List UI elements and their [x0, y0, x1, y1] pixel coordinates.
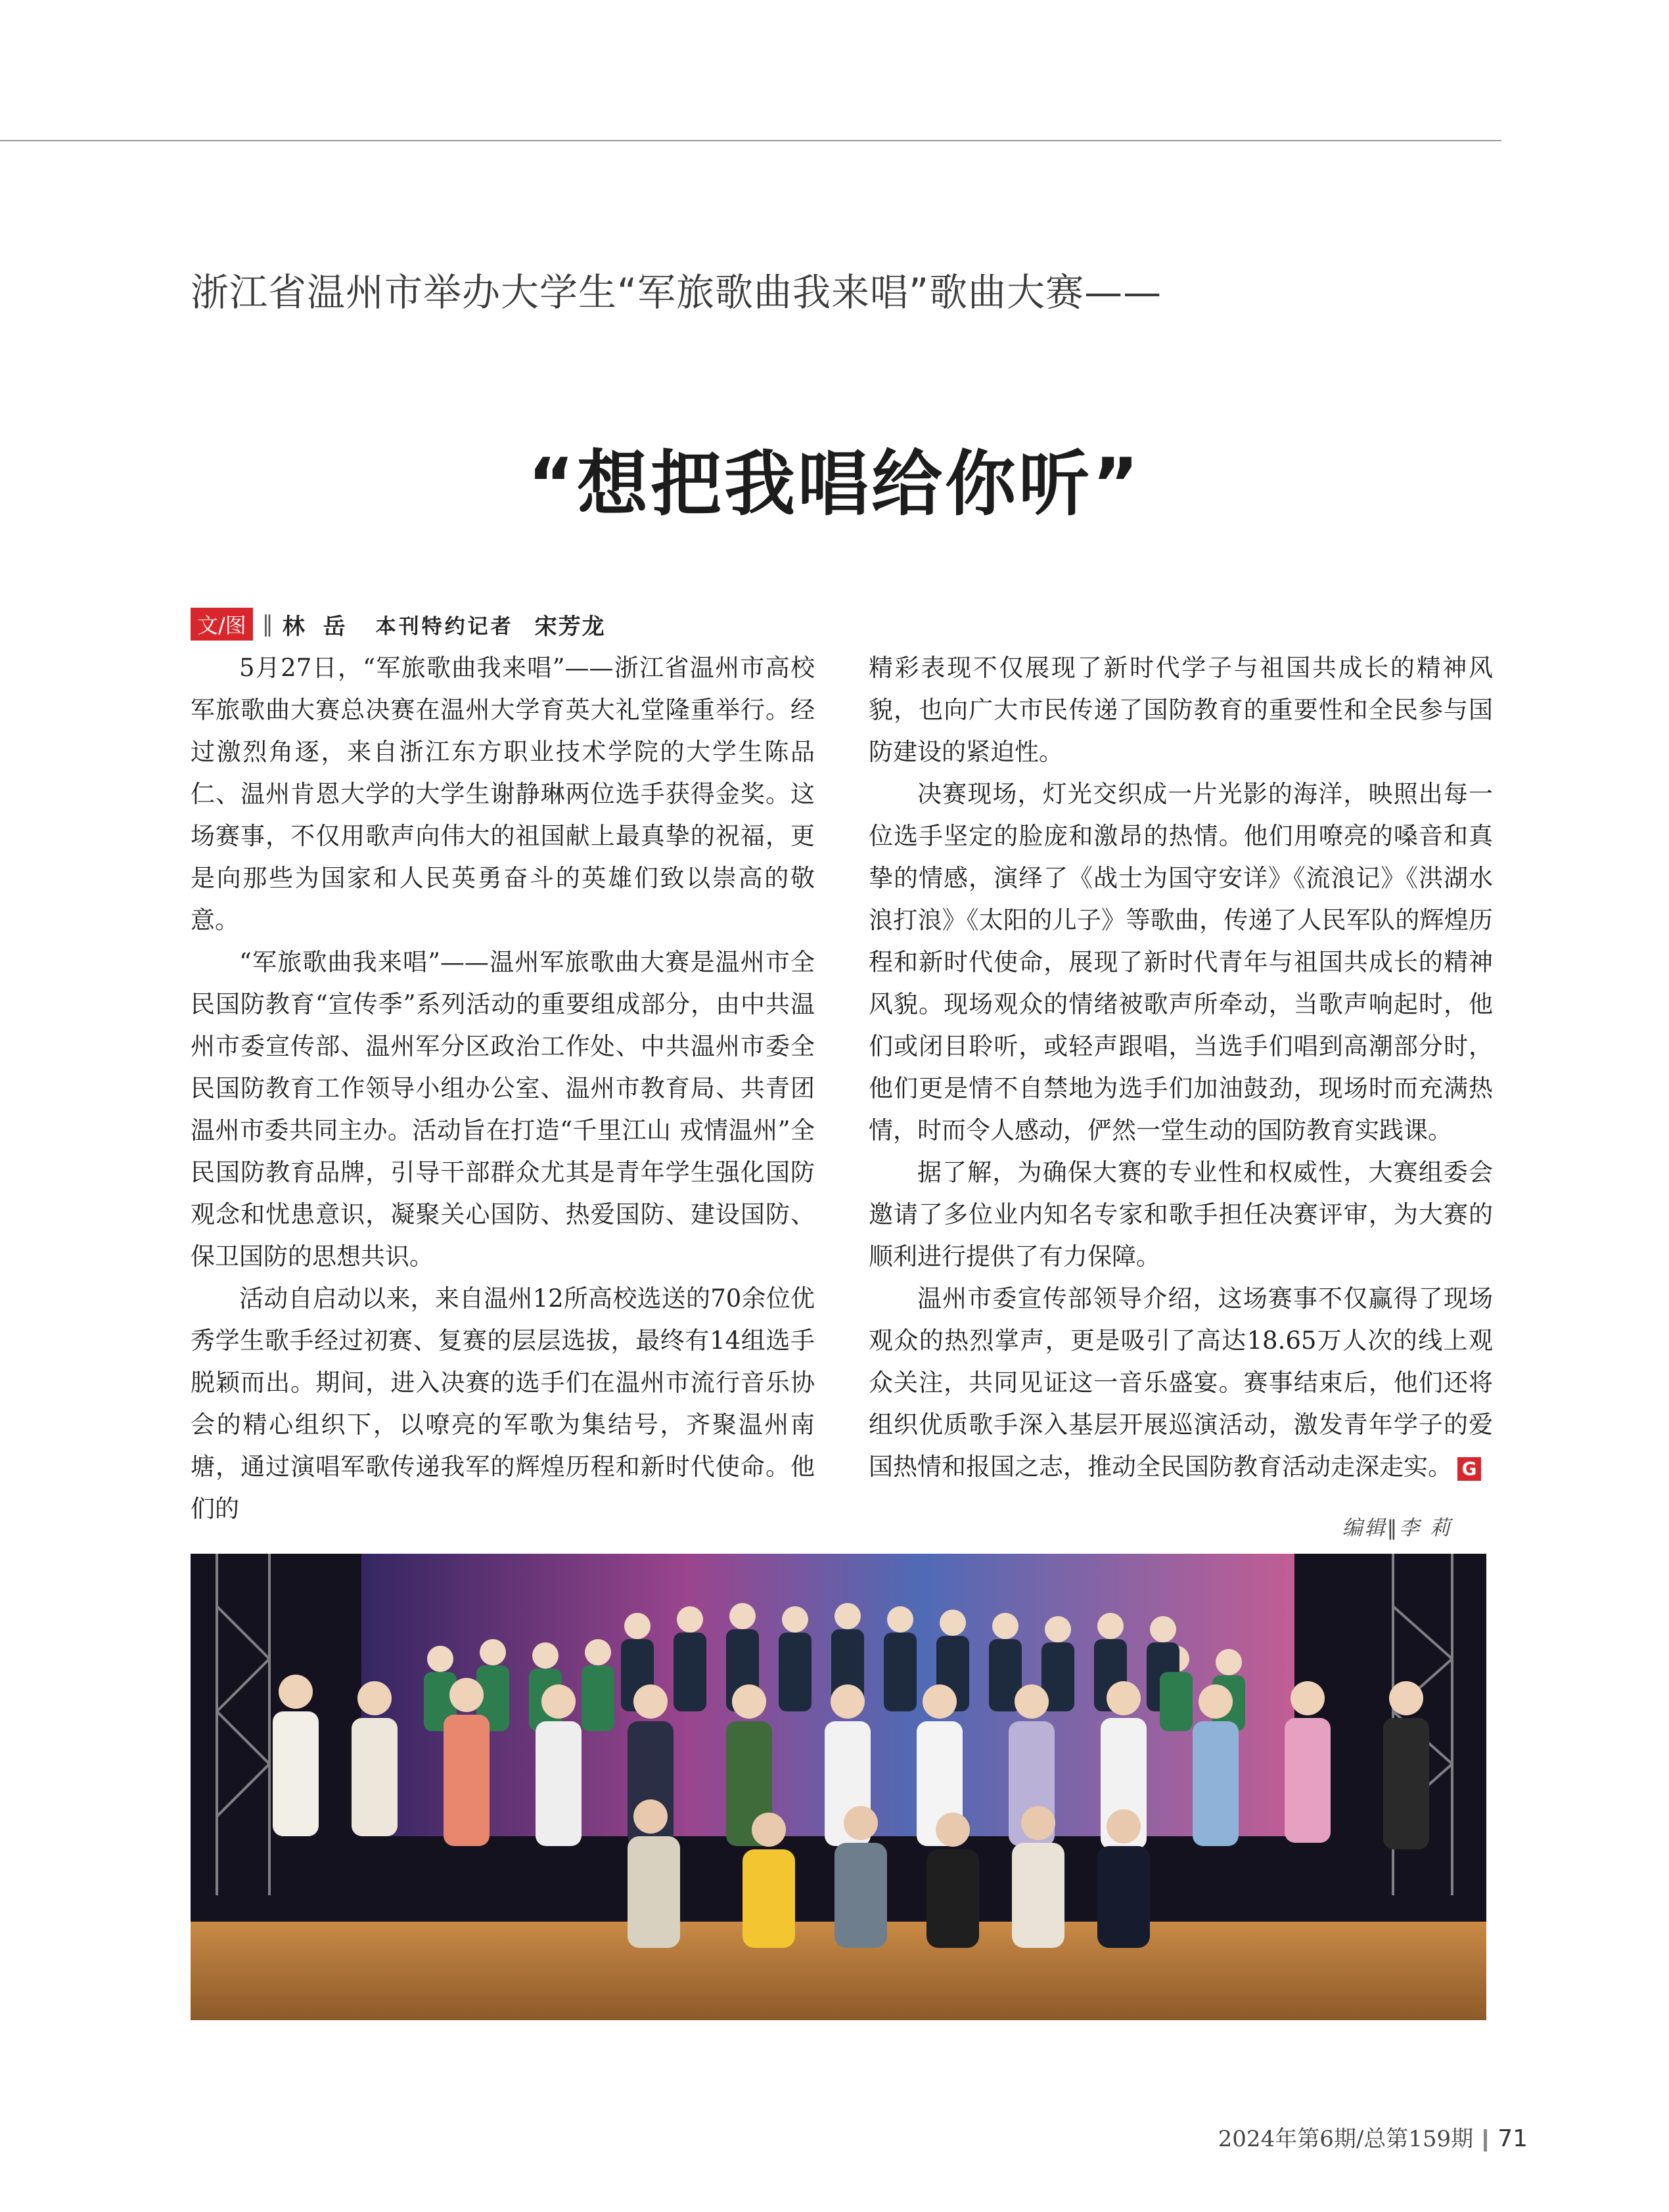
body-paragraph-text: 温州市委宣传部领导介绍，这场赛事不仅赢得了现场观众的热烈掌声，更是吸引了高达18.65万人次的线上观众关注，共同见证这一音乐盛宴。赛事结束后，他们还将组织优质歌手深入基层开展巡演活动，激发青年学子的爱国热情和报国之志，推动全民国防教育活动走深走实。: [869, 1284, 1493, 1481]
byline-author-2: 宋芳龙: [534, 613, 606, 640]
body-paragraph: “军旅歌曲我来唱”——温州军旅歌曲大赛是温州市全民国防教育“宣传季”系列活动的重要组成部分，由中共温州市委宣传部、温州军分区政治工作处、中共温州市委全民国防教育工作领导小组办公室、温州市教育局、共青团温州市委共同主办。活动旨在打造“千里江山 戎情温州”全民国防教育品牌，引导干部群众尤其是青年学生强化国防观念和忧患意识，凝聚关心国防、热爱国防、建设国防、保卫国防的思想共识。: [191, 948, 815, 1271]
article-kicker: 浙江省温州市举办大学生“军旅歌曲我来唱”歌曲大赛——: [191, 270, 1162, 315]
page-number: 71: [1498, 2125, 1528, 2152]
header-rule: [0, 140, 1501, 141]
group-photo: [191, 1554, 1486, 2020]
body-paragraph: 据了解，为确保大赛的专业性和权威性，大赛组委会邀请了多位业内知名专家和歌手担任决赛评审，为大赛的顺利进行提供了有力保障。: [869, 1158, 1493, 1271]
body-paragraph-continued: 精彩表现不仅展现了新时代学子与祖国共成长的精神风貌，也向广大市民传递了国防教育的重要性和全民参与国防建设的紧迫性。: [869, 654, 1493, 766]
footer-divider: [1484, 2129, 1487, 2152]
right-column: [869, 647, 1493, 1488]
editor-credit: 编辑‖李 莉: [1342, 1516, 1452, 1540]
byline-tag: 文/图: [191, 608, 253, 641]
body-paragraph: 活动自启动以来，来自温州12所高校选送的70余位优秀学生歌手经过初赛、复赛的层层选拔，最终有14组选手脱颖而出。期间，进入决赛的选手们在温州市流行音乐协会的精心组织下，以嘹亮的军歌为集结号，齐聚温州南塘，通过演唱军歌传递我军的辉煌历程和新时代使命。他们的: [191, 1284, 815, 1523]
byline: [191, 608, 606, 641]
article-title: “想把我唱给你听”: [528, 443, 1141, 526]
end-mark-icon: G: [1457, 1457, 1481, 1481]
byline-separator: ‖: [262, 611, 273, 637]
group-photo-illustration: [191, 1554, 1486, 2020]
issue-info: 2024年第6期/总第159期: [1218, 2126, 1474, 2152]
body-paragraph: 5月27日，“军旅歌曲我来唱”——浙江省温州市高校军旅歌曲大赛总决赛在温州大学育英大礼堂隆重举行。经过激烈角逐，来自浙江东方职业技术学院的大学生陈品仁、温州肯恩大学的大学生谢静琳两位选手获得金奖。这场赛事，不仅用歌声向伟大的祖国献上最真挚的祝福，更是向那些为国家和人民英勇奋斗的英雄们致以崇高的敬意。: [191, 654, 815, 934]
byline-author: 林 岳: [282, 613, 351, 640]
body-paragraph-last: [869, 1278, 1493, 1488]
byline-role: 本刊特约记者: [375, 614, 514, 639]
left-column: [191, 647, 815, 1530]
body-paragraph: 决赛现场，灯光交织成一片光影的海洋，映照出每一位选手坚定的脸庞和激昂的热情。他们用嘹亮的嗓音和真挚的情感，演绎了《战士为国守安详》《流浪记》《洪湖水浪打浪》《太阳的儿子》等歌曲，传递了人民军队的辉煌历程和新时代使命，展现了新时代青年与祖国共成长的精神风貌。现场观众的情绪被歌声所牵动，当歌声响起时，他们或闭目聆听，或轻声跟唱，当选手们唱到高潮部分时，他们更是情不自禁地为选手们加油鼓劲，现场时而充满热情，时而令人感动，俨然一堂生动的国防教育实践课。: [869, 780, 1493, 1144]
page-footer: [1218, 2121, 1528, 2153]
